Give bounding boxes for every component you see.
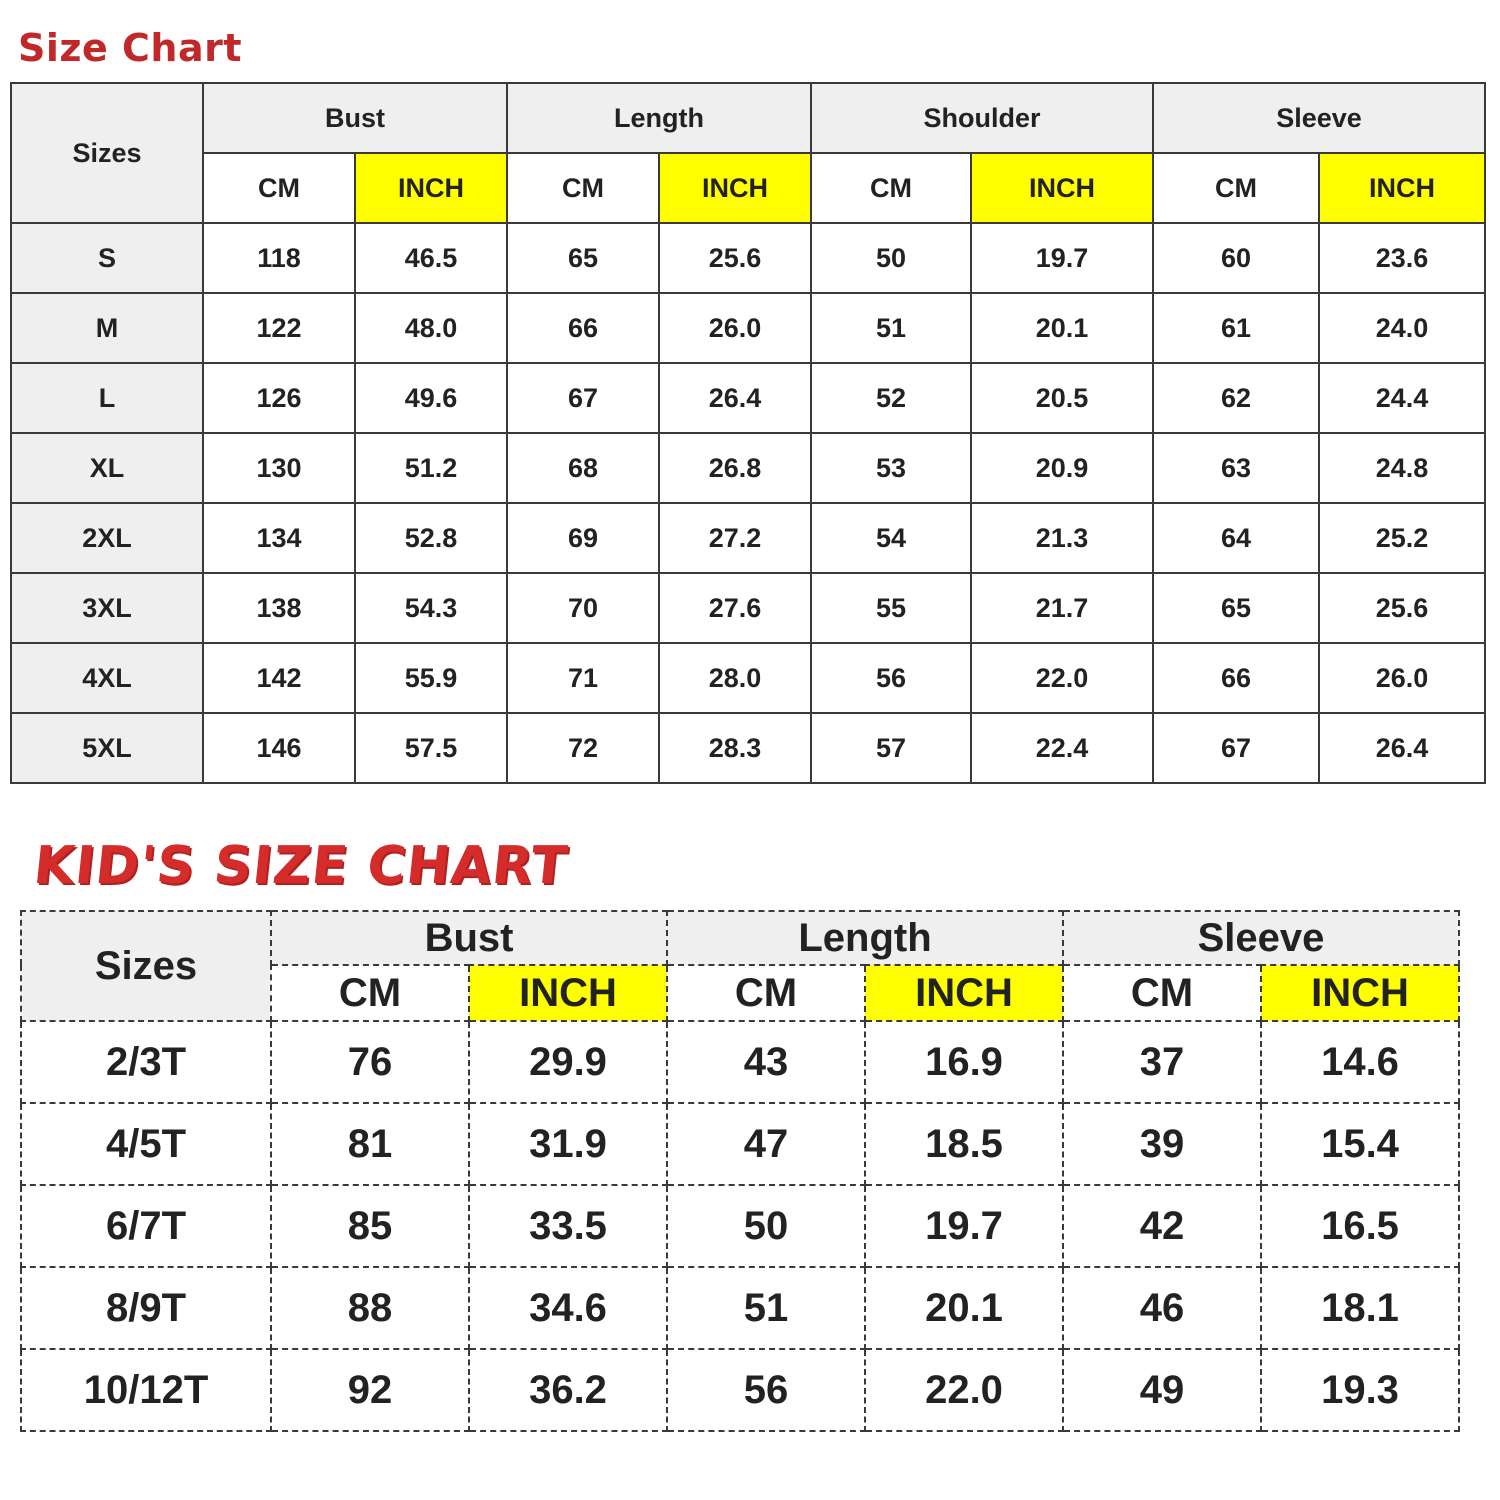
inch-value-cell: 29.9: [469, 1021, 667, 1103]
cm-value-cell: 138: [203, 573, 355, 643]
kids-length-inch-header: INCH: [865, 965, 1063, 1021]
cm-value-cell: 81: [271, 1103, 469, 1185]
cm-value-cell: 130: [203, 433, 355, 503]
cm-value-cell: 43: [667, 1021, 865, 1103]
cm-value-cell: 66: [1153, 643, 1319, 713]
kids-sleeve-header: Sleeve: [1063, 911, 1459, 965]
cm-value-cell: 37: [1063, 1021, 1261, 1103]
size-label: 10/12T: [21, 1349, 271, 1431]
kids-sleeve-inch-header: INCH: [1261, 965, 1459, 1021]
inch-value-cell: 31.9: [469, 1103, 667, 1185]
inch-value-cell: 20.1: [865, 1267, 1063, 1349]
table-row: [21, 1021, 1459, 1103]
inch-value-cell: 27.2: [659, 503, 811, 573]
size-label: 2/3T: [21, 1021, 271, 1103]
cm-value-cell: 49: [1063, 1349, 1261, 1431]
inch-value-cell: 55.9: [355, 643, 507, 713]
inch-value-cell: 22.0: [865, 1349, 1063, 1431]
inch-value-cell: 52.8: [355, 503, 507, 573]
inch-value-cell: 20.1: [971, 293, 1153, 363]
inch-value-cell: 19.3: [1261, 1349, 1459, 1431]
cm-value-cell: 50: [667, 1185, 865, 1267]
inch-value-cell: 22.4: [971, 713, 1153, 783]
inch-value-cell: 21.3: [971, 503, 1153, 573]
cm-value-cell: 64: [1153, 503, 1319, 573]
inch-value-cell: 24.8: [1319, 433, 1485, 503]
sizes-header: Sizes: [11, 83, 203, 223]
adult-size-table: [10, 82, 1486, 784]
cm-value-cell: 56: [667, 1349, 865, 1431]
cm-value-cell: 72: [507, 713, 659, 783]
table-row: [11, 503, 1485, 573]
cm-value-cell: 146: [203, 713, 355, 783]
cm-value-cell: 76: [271, 1021, 469, 1103]
kids-length-header: Length: [667, 911, 1063, 965]
inch-value-cell: 33.5: [469, 1185, 667, 1267]
size-label: 3XL: [11, 573, 203, 643]
cm-value-cell: 60: [1153, 223, 1319, 293]
size-label: L: [11, 363, 203, 433]
inch-value-cell: 15.4: [1261, 1103, 1459, 1185]
inch-value-cell: 26.4: [659, 363, 811, 433]
inch-value-cell: 21.7: [971, 573, 1153, 643]
inch-value-cell: 19.7: [865, 1185, 1063, 1267]
inch-value-cell: 25.6: [1319, 573, 1485, 643]
cm-value-cell: 63: [1153, 433, 1319, 503]
cm-value-cell: 50: [811, 223, 971, 293]
length-cm-header: CM: [507, 153, 659, 223]
inch-value-cell: 25.6: [659, 223, 811, 293]
cm-value-cell: 62: [1153, 363, 1319, 433]
kids-bust-inch-header: INCH: [469, 965, 667, 1021]
cm-value-cell: 39: [1063, 1103, 1261, 1185]
table-row: [11, 713, 1485, 783]
inch-value-cell: 22.0: [971, 643, 1153, 713]
inch-value-cell: 36.2: [469, 1349, 667, 1431]
size-label: 8/9T: [21, 1267, 271, 1349]
inch-value-cell: 28.3: [659, 713, 811, 783]
cm-value-cell: 122: [203, 293, 355, 363]
bust-cm-header: CM: [203, 153, 355, 223]
cm-value-cell: 142: [203, 643, 355, 713]
cm-value-cell: 65: [507, 223, 659, 293]
cm-value-cell: 56: [811, 643, 971, 713]
length-header: Length: [507, 83, 811, 153]
adult-size-chart-title: Size Chart: [18, 26, 243, 70]
inch-value-cell: 26.4: [1319, 713, 1485, 783]
cm-value-cell: 88: [271, 1267, 469, 1349]
inch-value-cell: 51.2: [355, 433, 507, 503]
cm-value-cell: 85: [271, 1185, 469, 1267]
kids-sizes-header: Sizes: [21, 911, 271, 1021]
cm-value-cell: 57: [811, 713, 971, 783]
sleeve-inch-header: INCH: [1319, 153, 1485, 223]
table-row: [11, 433, 1485, 503]
size-label: 5XL: [11, 713, 203, 783]
cm-value-cell: 46: [1063, 1267, 1261, 1349]
kids-size-table: [20, 910, 1460, 1432]
kids-bust-header: Bust: [271, 911, 667, 965]
size-label: M: [11, 293, 203, 363]
table-row: [21, 1349, 1459, 1431]
cm-value-cell: 134: [203, 503, 355, 573]
kids-size-chart-title: KID'S SIZE CHART: [30, 836, 571, 896]
length-inch-header: INCH: [659, 153, 811, 223]
shoulder-header: Shoulder: [811, 83, 1153, 153]
cm-value-cell: 55: [811, 573, 971, 643]
cm-value-cell: 51: [667, 1267, 865, 1349]
table-row: [21, 1185, 1459, 1267]
inch-value-cell: 16.5: [1261, 1185, 1459, 1267]
inch-value-cell: 20.5: [971, 363, 1153, 433]
kids-sleeve-cm-header: CM: [1063, 965, 1261, 1021]
inch-value-cell: 26.0: [659, 293, 811, 363]
size-label: 6/7T: [21, 1185, 271, 1267]
cm-value-cell: 92: [271, 1349, 469, 1431]
size-label: 4/5T: [21, 1103, 271, 1185]
table-row: [21, 1267, 1459, 1349]
cm-value-cell: 51: [811, 293, 971, 363]
cm-value-cell: 67: [1153, 713, 1319, 783]
size-label: 4XL: [11, 643, 203, 713]
inch-value-cell: 18.1: [1261, 1267, 1459, 1349]
cm-value-cell: 61: [1153, 293, 1319, 363]
inch-value-cell: 20.9: [971, 433, 1153, 503]
table-row: [11, 573, 1485, 643]
inch-value-cell: 26.0: [1319, 643, 1485, 713]
inch-value-cell: 54.3: [355, 573, 507, 643]
table-row: [11, 293, 1485, 363]
cm-value-cell: 42: [1063, 1185, 1261, 1267]
kids-bust-cm-header: CM: [271, 965, 469, 1021]
cm-value-cell: 126: [203, 363, 355, 433]
cm-value-cell: 67: [507, 363, 659, 433]
size-label: S: [11, 223, 203, 293]
size-label: XL: [11, 433, 203, 503]
cm-value-cell: 66: [507, 293, 659, 363]
inch-value-cell: 14.6: [1261, 1021, 1459, 1103]
bust-inch-header: INCH: [355, 153, 507, 223]
inch-value-cell: 24.4: [1319, 363, 1485, 433]
inch-value-cell: 27.6: [659, 573, 811, 643]
inch-value-cell: 48.0: [355, 293, 507, 363]
cm-value-cell: 71: [507, 643, 659, 713]
size-label: 2XL: [11, 503, 203, 573]
cm-value-cell: 47: [667, 1103, 865, 1185]
cm-value-cell: 53: [811, 433, 971, 503]
cm-value-cell: 68: [507, 433, 659, 503]
inch-value-cell: 57.5: [355, 713, 507, 783]
bust-header: Bust: [203, 83, 507, 153]
table-row: [11, 643, 1485, 713]
sleeve-cm-header: CM: [1153, 153, 1319, 223]
cm-value-cell: 70: [507, 573, 659, 643]
table-row: [11, 223, 1485, 293]
inch-value-cell: 49.6: [355, 363, 507, 433]
inch-value-cell: 23.6: [1319, 223, 1485, 293]
inch-value-cell: 18.5: [865, 1103, 1063, 1185]
inch-value-cell: 34.6: [469, 1267, 667, 1349]
table-row: [21, 1103, 1459, 1185]
shoulder-cm-header: CM: [811, 153, 971, 223]
inch-value-cell: 19.7: [971, 223, 1153, 293]
inch-value-cell: 16.9: [865, 1021, 1063, 1103]
cm-value-cell: 52: [811, 363, 971, 433]
cm-value-cell: 118: [203, 223, 355, 293]
cm-value-cell: 54: [811, 503, 971, 573]
shoulder-inch-header: INCH: [971, 153, 1153, 223]
inch-value-cell: 46.5: [355, 223, 507, 293]
inch-value-cell: 28.0: [659, 643, 811, 713]
sleeve-header: Sleeve: [1153, 83, 1485, 153]
inch-value-cell: 24.0: [1319, 293, 1485, 363]
inch-value-cell: 25.2: [1319, 503, 1485, 573]
cm-value-cell: 65: [1153, 573, 1319, 643]
inch-value-cell: 26.8: [659, 433, 811, 503]
kids-length-cm-header: CM: [667, 965, 865, 1021]
table-row: [11, 363, 1485, 433]
cm-value-cell: 69: [507, 503, 659, 573]
